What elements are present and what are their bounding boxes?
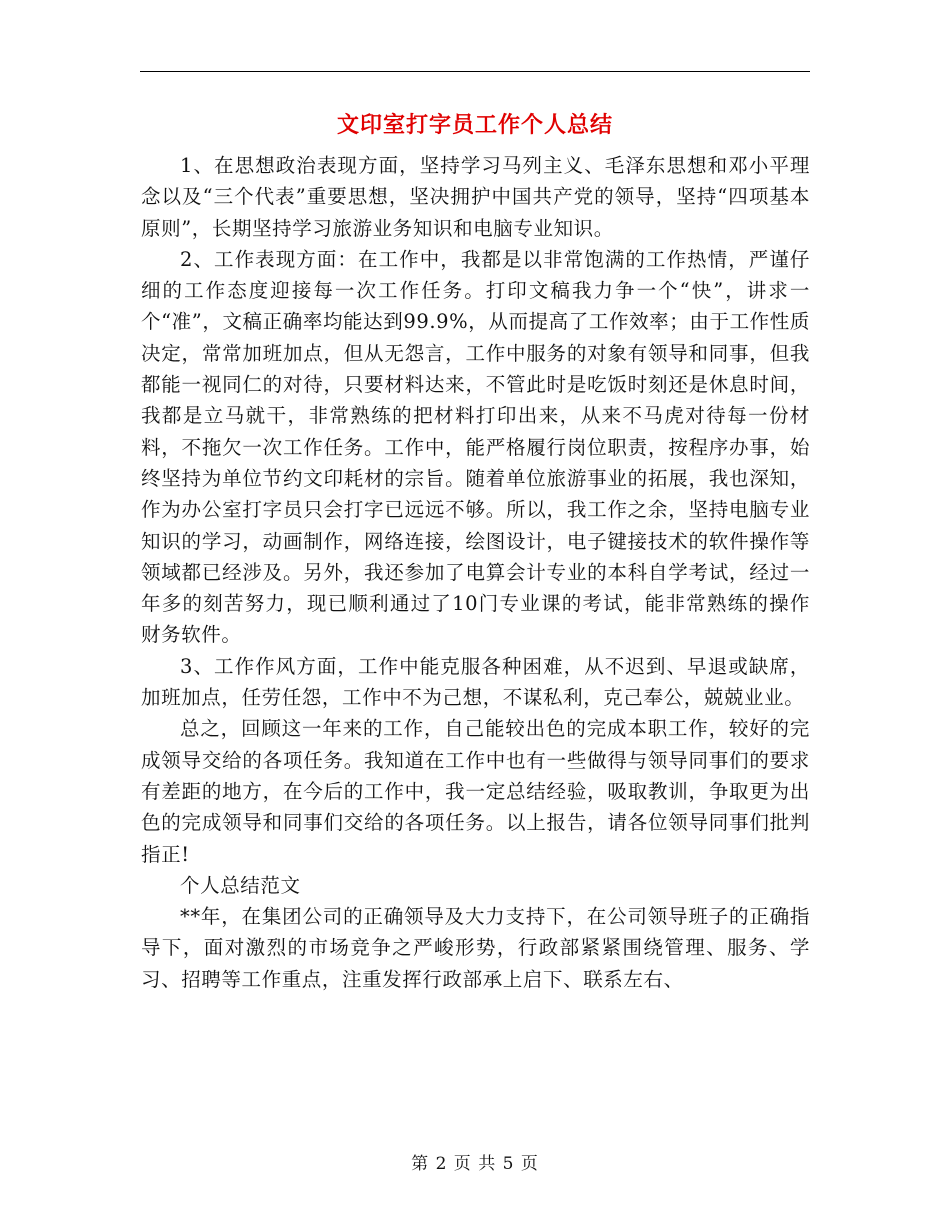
paragraph-sample-intro: **年，在集团公司的正确领导及大力支持下，在公司领导班子的正确指导下，面对激烈的市场竞争之严峻形势，行政部紧紧围绕管理、服务、学习、招聘等工作重点，注重发挥行政部承上启下、联系左右、 bbox=[141, 905, 810, 991]
page-number-footer: 第 2 页 共 5 页 bbox=[411, 1154, 539, 1174]
paragraph-work-performance: 2、工作表现方面：在工作中，我都是以非常饱满的工作热情，严谨仔细的工作态度迎接每一次工作任务。打印文稿我力争一个“快”，讲求一个“准”，文稿正确率均能达到99.9%，从而提高了工作效率；由于工作性质决定，常常加班加点，但从无怨言，工作中服务的对象有领导和同事，但我都能一视同仁的对待，只要材料达来，不管此时是吃饭时刻还是休息时间，我都是立马就干，非常熟练的把材料打印出来，从来不马虎对待每一份材料，不拖欠一次工作任务。工作中，能严格履行岗位职责，按程序办事，始终坚持为单位节约文印耗材的宗旨。随着单位旅游事业的拓展，我也深知，作为办公室打字员只会打字已远远不够。所以，我工作之余，坚持电脑专业知识的学习，动画制作，网络连接，绘图设计，电子键接技术的软件操作等领域都已经涉及。另外，我还参加了电算会计专业的本科自学考试，经过一年多的刻苦努力，现已顺利通过了10门专业课的考试，能非常熟练的操作财务软件。 bbox=[141, 247, 810, 647]
document-title: 文印室打字员工作个人总结 bbox=[336, 112, 613, 138]
section-heading-sample: 个人总结范文 bbox=[180, 873, 301, 897]
document-body bbox=[141, 150, 810, 995]
paragraph-work-style: 3、工作作风方面，工作中能克服各种困难，从不迟到、早退或缺席，加班加点，任劳任怨，工作中不为己想，不谋私利，克己奉公，兢兢业业。 bbox=[141, 654, 810, 710]
header-rule bbox=[140, 71, 810, 72]
paragraph-conclusion: 总之，回顾这一年来的工作，自己能较出色的完成本职工作，较好的完成领导交给的各项任务。我知道在工作中也有一些做得与领导同事们的要求有差距的地方，在今后的工作中，我一定总结经验，吸取教训，争取更为出色的完成领导和同事们交给的各项任务。以上报告，请各位领导同事们批判指正! bbox=[141, 717, 810, 866]
paragraph-political: 1、在思想政治表现方面，坚持学习马列主义、毛泽东思想和邓小平理念以及“三个代表”重要思想，坚决拥护中国共产党的领导，坚持“四项基本原则”，长期坚持学习旅游业务知识和电脑专业知识。 bbox=[141, 154, 810, 240]
